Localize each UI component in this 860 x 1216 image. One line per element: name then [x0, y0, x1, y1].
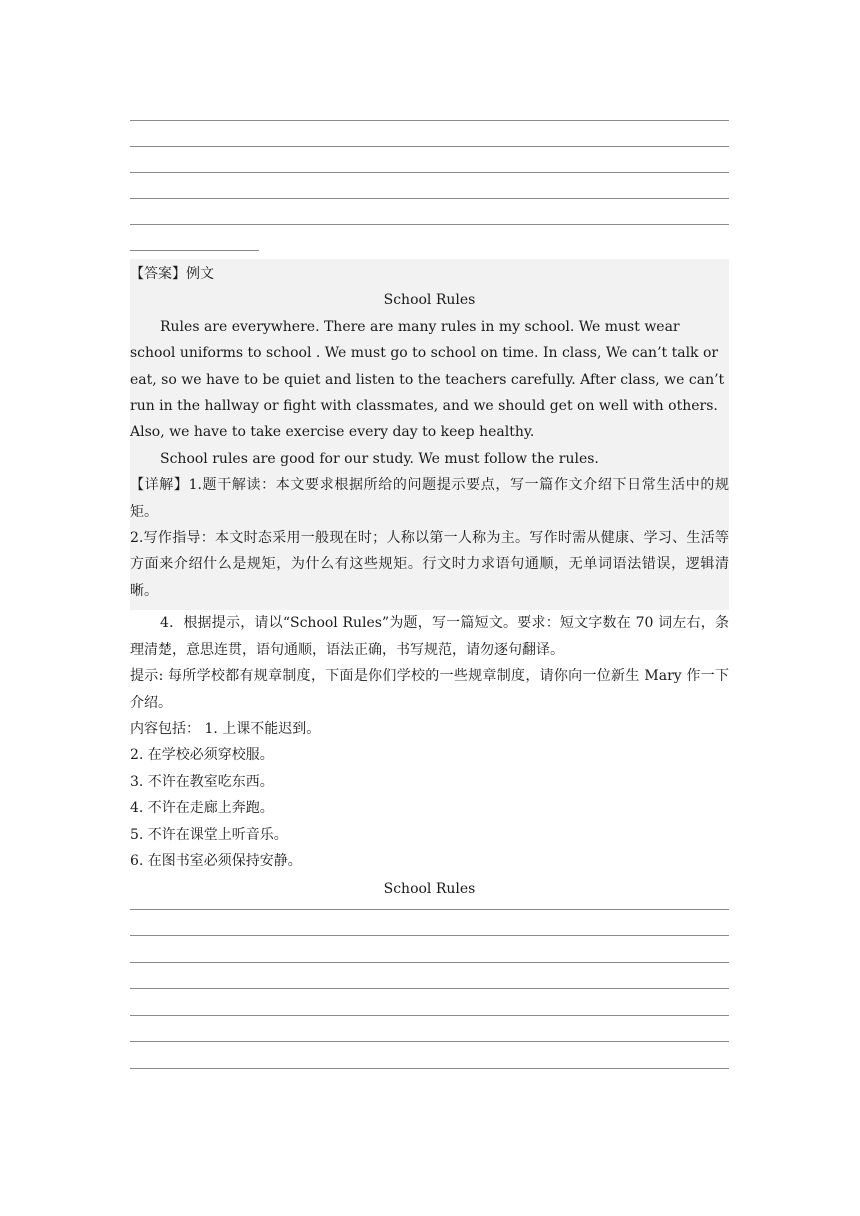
list-item: 3. 不许在教室吃东西。	[130, 773, 274, 790]
content-intro: 内容包括： 1. 上课不能迟到。	[130, 720, 321, 737]
writing-lines-bottom	[130, 909, 729, 1069]
detail-explanation: 【详解】1.题干解读：本文要求根据所给的问题提示要点，写一篇作文介绍下日常生活中的规矩。	[130, 477, 729, 520]
essay-title-prompt: School Rules	[383, 881, 476, 898]
question-4	[130, 610, 729, 902]
question-hint: 提示: 每所学校都有规章制度，下面是你们学校的一些规章制度，请你向一位新生 Mary 作一下介绍。	[130, 668, 729, 711]
writing-line	[130, 198, 729, 199]
writing-line	[130, 1041, 729, 1042]
question-prompt: 4．根据提示，请以“School Rules”为题，写一篇短文。要求：短文字数在 70 词左右，条理清楚，意思连贯，语句通顺，语法正确，书写规范，请勿逐句翻译。	[130, 615, 729, 658]
essay-title: School Rules	[383, 292, 476, 309]
list-item: 2. 在学校必须穿校服。	[130, 747, 274, 764]
writing-line	[130, 146, 729, 147]
writing-guidance: 2.写作指导：本文时态采用一般现在时；人称以第一人称为主。写作时需从健康、学习、生活等方面来介绍什么是规矩，为什么有这些规矩。行文时力求语句通顺，无单词语法错误，逻辑清晰。	[130, 530, 729, 599]
writing-line	[130, 224, 729, 225]
answer-section	[130, 259, 729, 610]
writing-line	[130, 1015, 729, 1016]
writing-line	[130, 962, 729, 963]
list-item: 5. 不许在课堂上听音乐。	[130, 826, 288, 843]
writing-line	[130, 1068, 729, 1069]
writing-line	[130, 988, 729, 989]
writing-line	[130, 172, 729, 173]
essay-paragraph: School rules are good for our study. We must follow the rules.	[160, 450, 599, 467]
writing-line-short	[130, 250, 259, 251]
writing-line	[130, 935, 729, 936]
list-item: 4. 不许在走廊上奔跑。	[130, 800, 274, 817]
answer-label: 【答案】例文	[130, 266, 214, 282]
writing-lines-top	[130, 120, 729, 251]
list-item: 6. 在图书室必须保持安静。	[130, 852, 302, 869]
writing-line	[130, 909, 729, 910]
document-page	[130, 0, 729, 1069]
essay-paragraph: Rules are everywhere. There are many rules in my school. We must wear school uniforms to school . We must go to school on time. In class, We can’t talk or eat, so we have to be quiet and listen to the teachers carefully. After class, we can’t run in the hallway or fight with classmates, and we should get on well with others. Also, we have to take exercise every day to keep healthy.	[130, 318, 725, 441]
writing-line	[130, 120, 729, 121]
